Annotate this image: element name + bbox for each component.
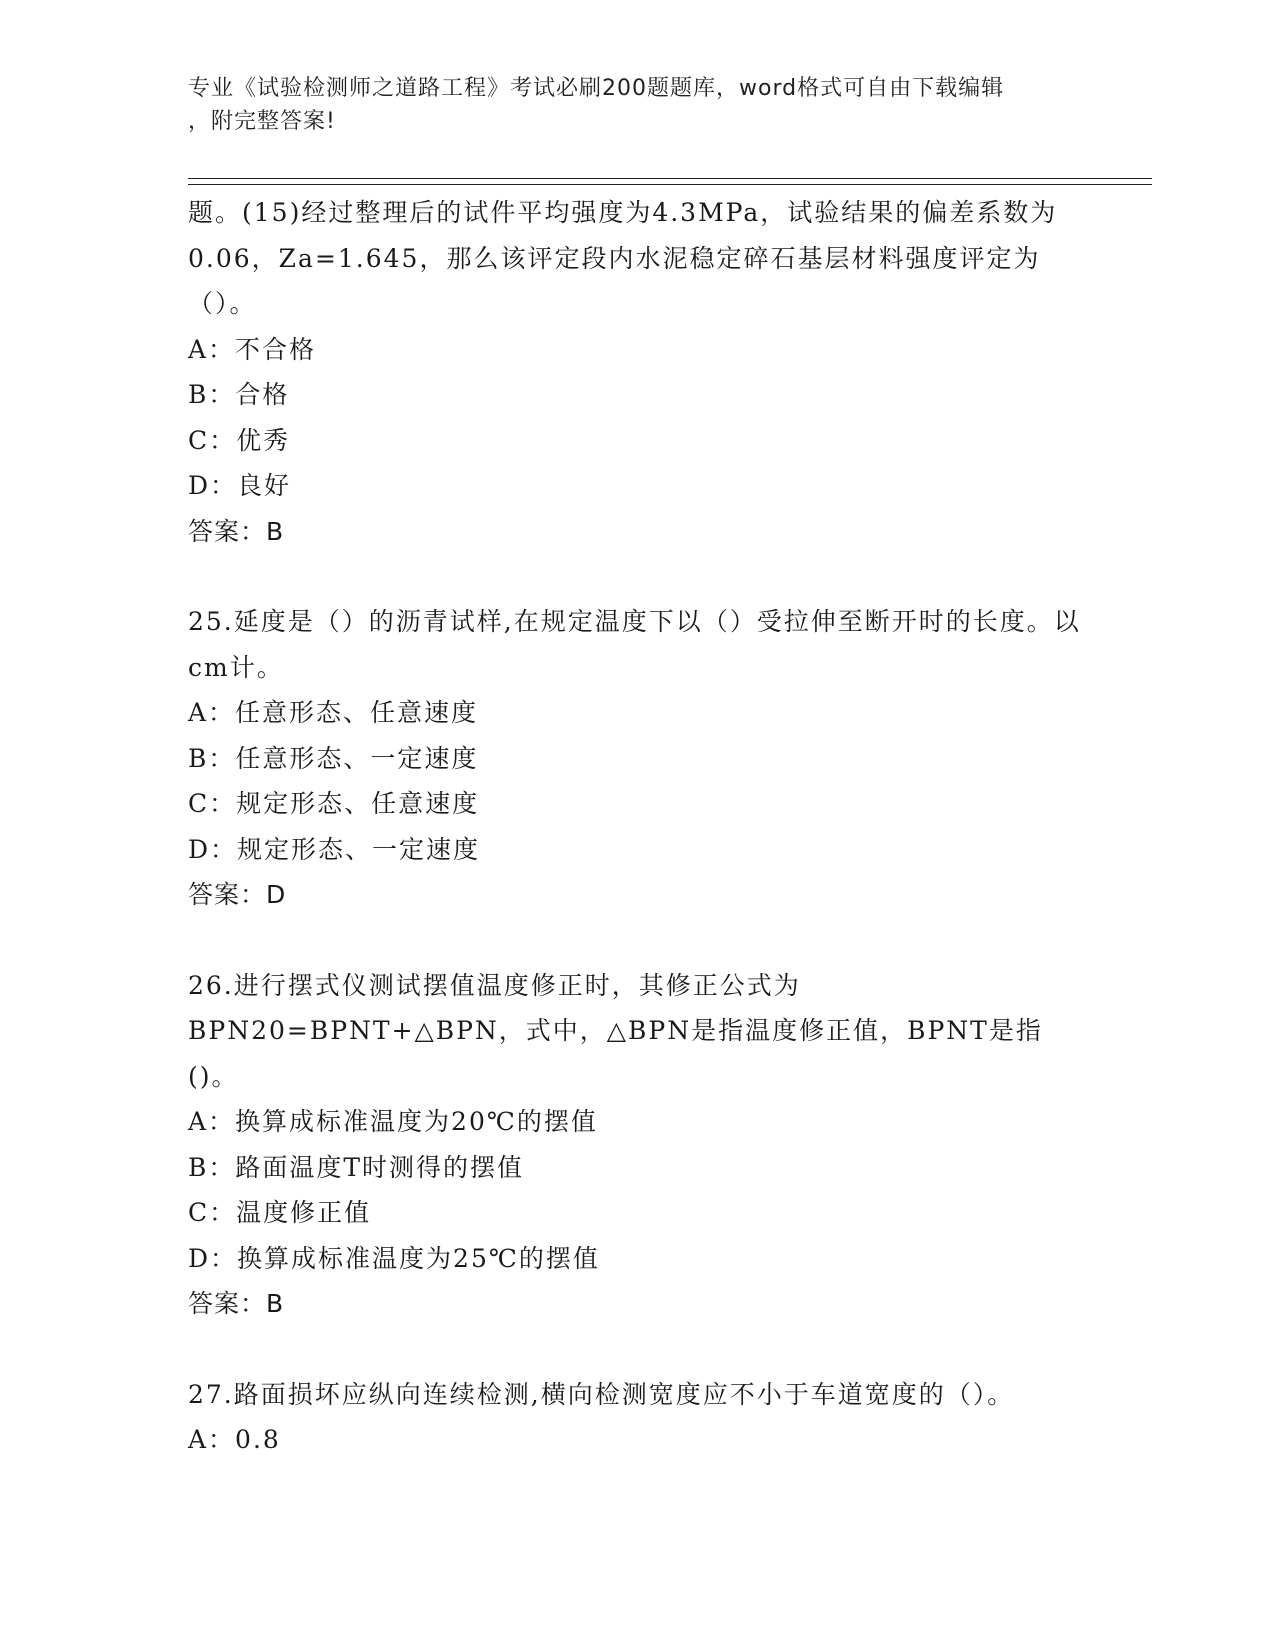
option-b: B：路面温度T时测得的摆值	[188, 1152, 525, 1182]
option-b: B：任意形态、一定速度	[188, 743, 479, 773]
option-a: A：换算成标准温度为20℃的摆值	[188, 1107, 598, 1136]
answer-line: 答案：D	[188, 880, 287, 909]
answer-line: 答案：B	[188, 1289, 285, 1318]
header-divider-top	[188, 178, 1152, 179]
question-text: 25.延度是（）的沥青试样,在规定温度下以（）受拉伸至断开时的长度。以cm计。	[188, 607, 1081, 682]
option-a: A：任意形态、任意速度	[188, 698, 479, 727]
question-block	[188, 963, 1088, 1327]
header-line-2: ，附完整答案!	[188, 109, 336, 134]
option-d: D：换算成标准温度为25℃的摆值	[188, 1243, 600, 1273]
option-d: D：规定形态、一定速度	[188, 834, 481, 864]
option-c: C：规定形态、任意速度	[188, 789, 480, 818]
header-line-1: 专业《试验检测师之道路工程》考试必刷200题题库，word格式可自由下载编辑	[188, 76, 1005, 101]
option-a: A：0.8	[188, 1425, 281, 1454]
document-header	[188, 72, 1068, 138]
header-divider-bottom	[188, 184, 1152, 185]
question-text: 题。(15)经过整理后的试件平均强度为4.3MPa，试验结果的偏差系数为0.06，Za=1.645，那么该评定段内水泥稳定碎石基层材料强度评定为（）。	[188, 198, 1058, 318]
answer-line: 答案：B	[188, 516, 285, 546]
option-c: C：优秀	[188, 425, 291, 455]
question-block	[188, 599, 1088, 918]
question-block	[188, 1372, 1088, 1463]
option-b: B：合格	[188, 380, 290, 409]
question-text: 26.进行摆式仪测试摆值温度修正时，其修正公式为BPN20=BPNT+△BPN，式中，△BPN是指温度修正值，BPNT是指()。	[188, 970, 1043, 1091]
question-block	[188, 190, 1088, 554]
option-c: C：温度修正值	[188, 1198, 372, 1227]
option-a: A：不合格	[188, 334, 317, 364]
question-list	[188, 190, 1088, 1463]
question-text: 27.路面损坏应纵向连续检测,横向检测宽度应不小于车道宽度的（）。	[188, 1379, 1015, 1409]
option-d: D：良好	[188, 471, 292, 500]
